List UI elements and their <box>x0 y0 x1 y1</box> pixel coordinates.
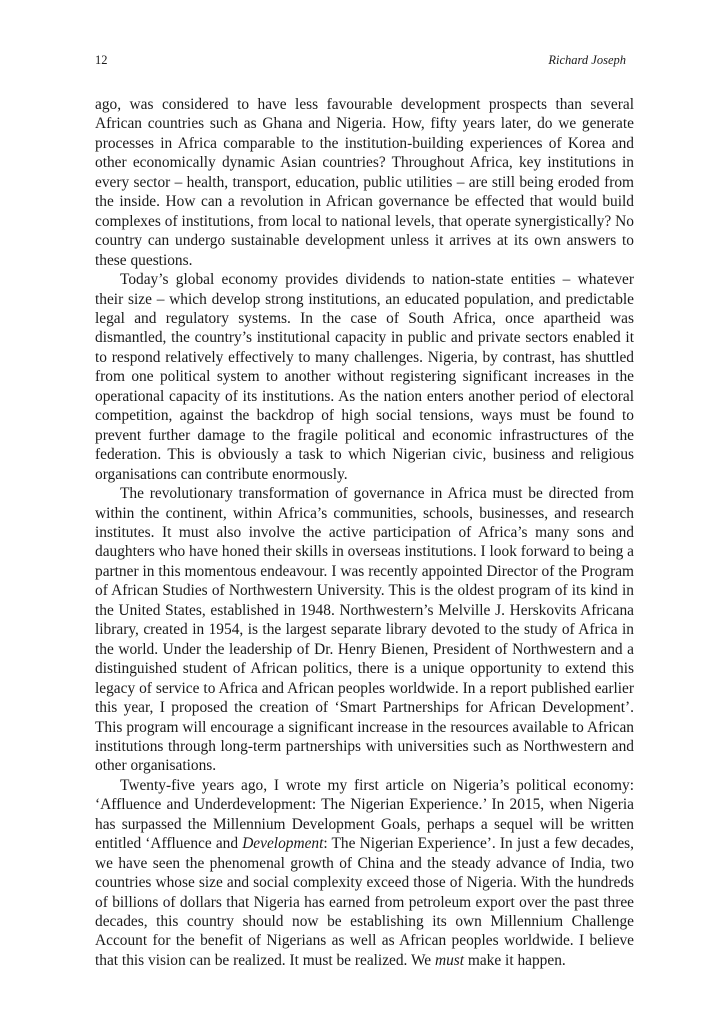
paragraph-4 <box>95 776 634 971</box>
running-head-author: Richard Joseph <box>548 53 626 67</box>
page-number: 12 <box>95 53 108 67</box>
running-head <box>95 52 634 68</box>
paragraph-1: ago, was considered to have less favourable development prospects than several African countries such as Ghana and Nigeria. How, fifty years later, do we generate processes in Africa comparable to the institution-building experiences of Korea and other economically dynamic Asian countries? Throughout Africa, key institutions in every sector – health, transport, education, public utilities – are still being eroded from the inside. How can a revolution in African governance be effected that would build complexes of institutions, from local to national levels, that operate synergistically? No country can undergo sustainable development unless it arrives at its own answers to these questions. <box>95 96 634 269</box>
body-text <box>95 95 634 970</box>
paragraph-3: The revolutionary transformation of governance in Africa must be directed from within the continent, within Africa’s communities, schools, businesses, and research institutes. It must also involve the active participation of Africa’s many sons and daughters who have honed their skills in overseas institutions. I look forward to being a partner in this momentous endeavour. I was recently appointed Director of the Program of African Studies of Northwestern University. This is the oldest program of its kind in the United States, established in 1948. Northwestern’s Melville J. Herskovits Africana library, created in 1954, is the largest separate library devoted to the study of Africa in the world. Under the leadership of Dr. Henry Bienen, President of Northwestern and a distinguished student of African politics, there is a unique opportunity to extend this legacy of service to Africa and African peoples worldwide. In a report published earlier this year, I proposed the creation of ‘Smart Partnerships for African Development’. This program will encourage a significant increase in the resources available to African institutions through long-term partnerships with universities such as Northwestern and other organisations. <box>95 485 634 775</box>
emphasis-must: must <box>434 951 465 969</box>
emphasis-development: Development <box>242 835 324 853</box>
paragraph-4-text-c: make it happen. <box>464 951 566 969</box>
paragraph-4-text-a: Twenty-five years ago, I wrote my first article on Nigeria’s political economy: ‘Affluence and Underdevelopment: The Nigerian Experience.’ In 2015, when Nigeria has surpassed the Millennium Development Goals, perhaps a sequel will be written entitled ‘Affluence and <box>95 776 634 853</box>
book-page <box>95 52 634 970</box>
paragraph-4-text-b: : The Nigerian Experience’. In just a few decades, we have seen the phenomenal growth of China and the steady advance of India, two countries whose size and social complexity exceed those of Nigeria. With the hundreds of billions of dollars that Nigeria has earned from petroleum export over the past three decades, this country should now be establishing its own Millennium Challenge Account for the benefit of Nigerians as well as African peoples worldwide. I believe that this vision can be realized. It must be realized. We <box>95 835 635 969</box>
paragraph-2: Today’s global economy provides dividends to nation-state entities – whatever their size – which develop strong institutions, an educated population, and predictable legal and regulatory systems. In the case of South Africa, once apartheid was dismantled, the country’s institutional capacity in public and private sectors enabled it to respond relatively effectively to many challenges. Nigeria, by contrast, has shuttled from one political system to another without registering significant increases in the operational capacity of its institutions. As the nation enters another period of electoral competition, against the backdrop of high social tensions, ways must be found to prevent further damage to the fragile political and economic infrastructures of the federation. This is obviously a task to which Nigerian civic, business and religious organisations can contribute enormously. <box>95 271 634 483</box>
